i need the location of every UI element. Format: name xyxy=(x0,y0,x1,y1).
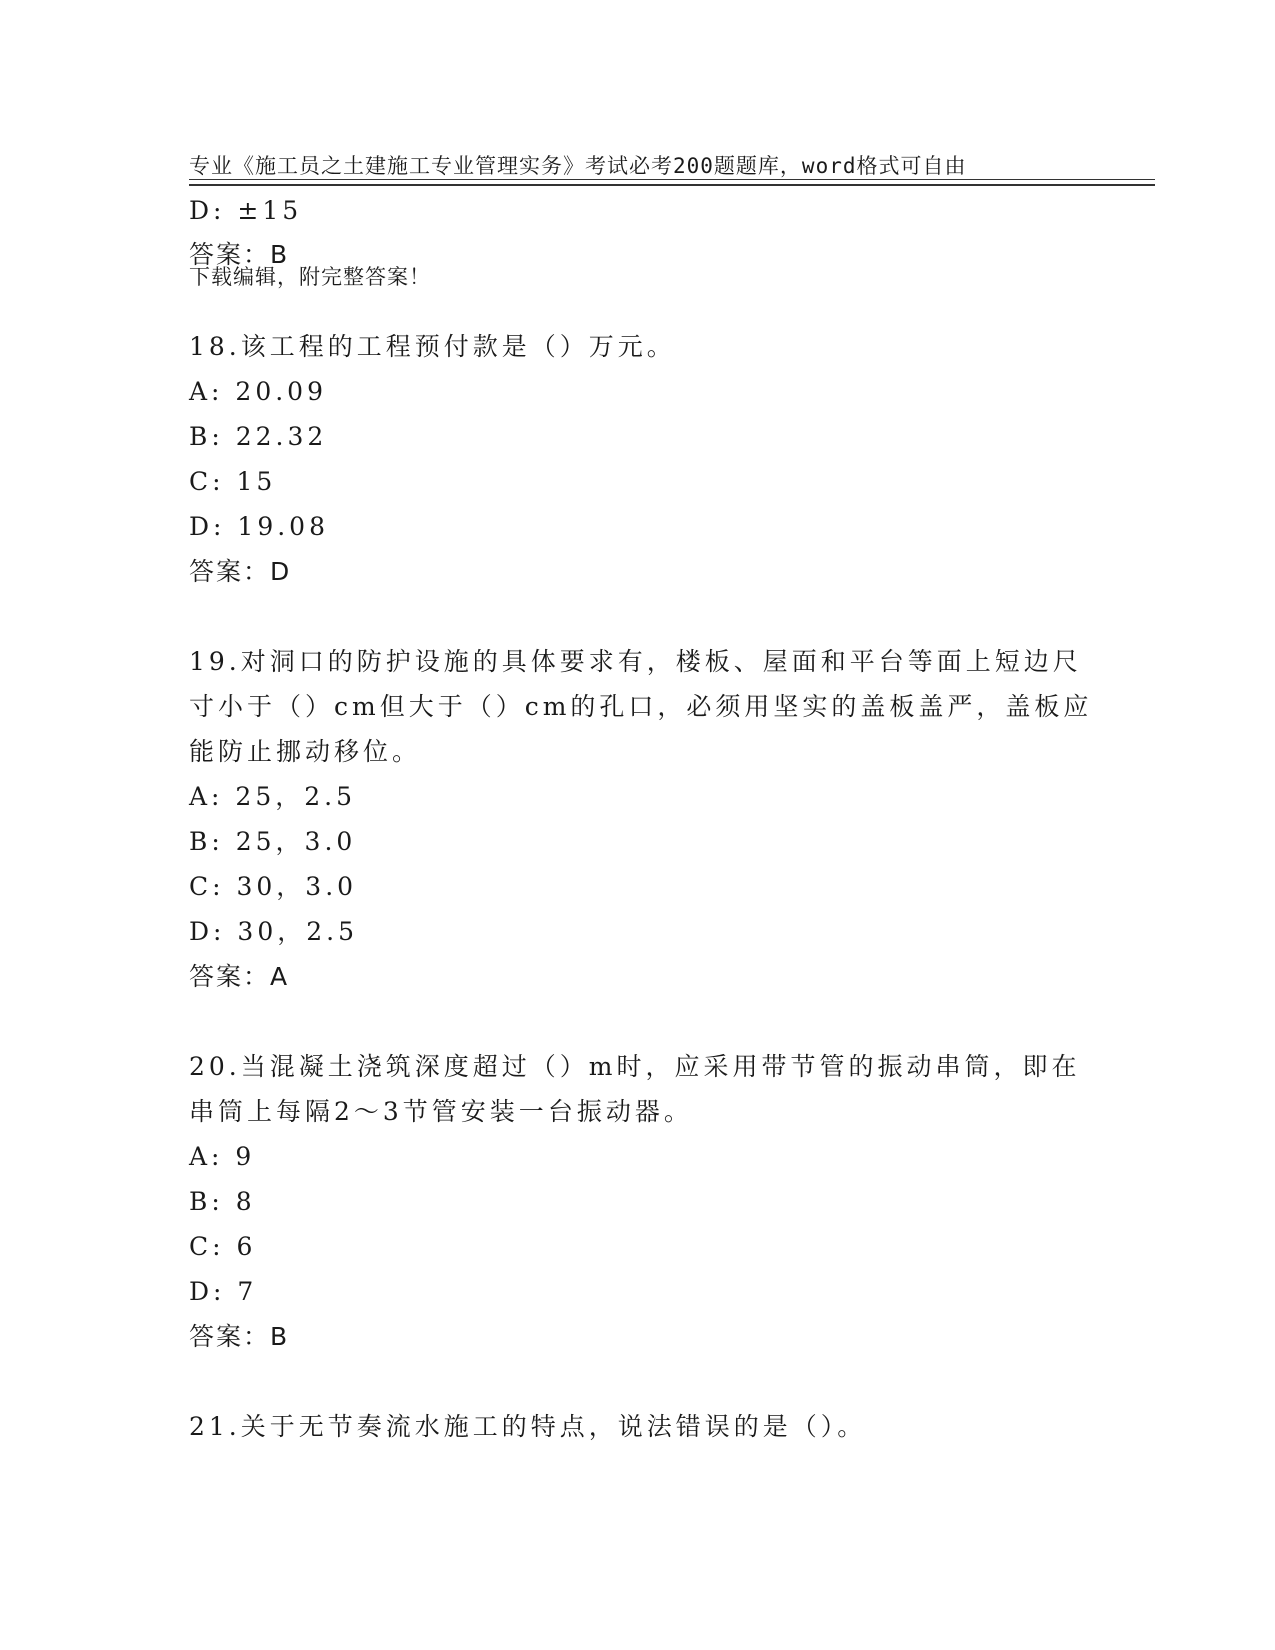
q20-option-b: B: 8 xyxy=(189,1187,256,1216)
q19-option-a: A: 25，2.5 xyxy=(189,782,356,811)
q21-stem: 21.关于无节奏流水施工的特点，说法错误的是（）。 xyxy=(189,1412,867,1441)
q20-option-c: C: 6 xyxy=(189,1232,257,1261)
q18-answer: 答案：D xyxy=(189,557,292,586)
q20-stem-line-1: 20.当混凝土浇筑深度超过（）m时，应采用带节管的振动串筒，即在 xyxy=(189,1052,1081,1081)
q18-stem: 18.该工程的工程预付款是（）万元。 xyxy=(189,332,676,361)
q20-answer: 答案：B xyxy=(189,1322,290,1351)
q19-stem-line-3: 能防止挪动移位。 xyxy=(189,737,422,766)
q18-option-d: D: 19.08 xyxy=(189,512,329,541)
q20-option-a: A: 9 xyxy=(189,1142,256,1171)
q18-option-c: C: 15 xyxy=(189,467,277,496)
header-line-2: 下载编辑，附完整答案！ xyxy=(189,265,431,289)
q17-answer: 答案：B xyxy=(189,240,290,269)
header-divider-top xyxy=(189,179,1155,180)
q19-answer: 答案：A xyxy=(189,962,290,991)
q19-stem-line-2: 寸小于（）cm但大于（）cm的孔口，必须用坚实的盖板盖严，盖板应 xyxy=(189,692,1093,721)
q19-option-c: C: 30，3.0 xyxy=(189,872,358,901)
q19-option-b: B: 25，3.0 xyxy=(189,827,357,856)
q19-option-d: D: 30，2.5 xyxy=(189,917,358,946)
q18-option-a: A: 20.09 xyxy=(189,377,327,406)
q19-stem-line-1: 19.对洞口的防护设施的具体要求有，楼板、屋面和平台等面上短边尺 xyxy=(189,647,1082,676)
q17-option-d: D: ±15 xyxy=(189,196,303,225)
header-divider-bottom xyxy=(189,184,1155,186)
q20-option-d: D: 7 xyxy=(189,1277,258,1306)
q20-stem-line-2: 串筒上每隔2～3节管安装一台振动器。 xyxy=(189,1097,693,1126)
q18-option-b: B: 22.32 xyxy=(189,422,328,451)
document-header xyxy=(189,74,1089,370)
header-line-1: 专业《施工员之土建施工专业管理实务》考试必考200题题库，word格式可自由 xyxy=(189,154,967,178)
